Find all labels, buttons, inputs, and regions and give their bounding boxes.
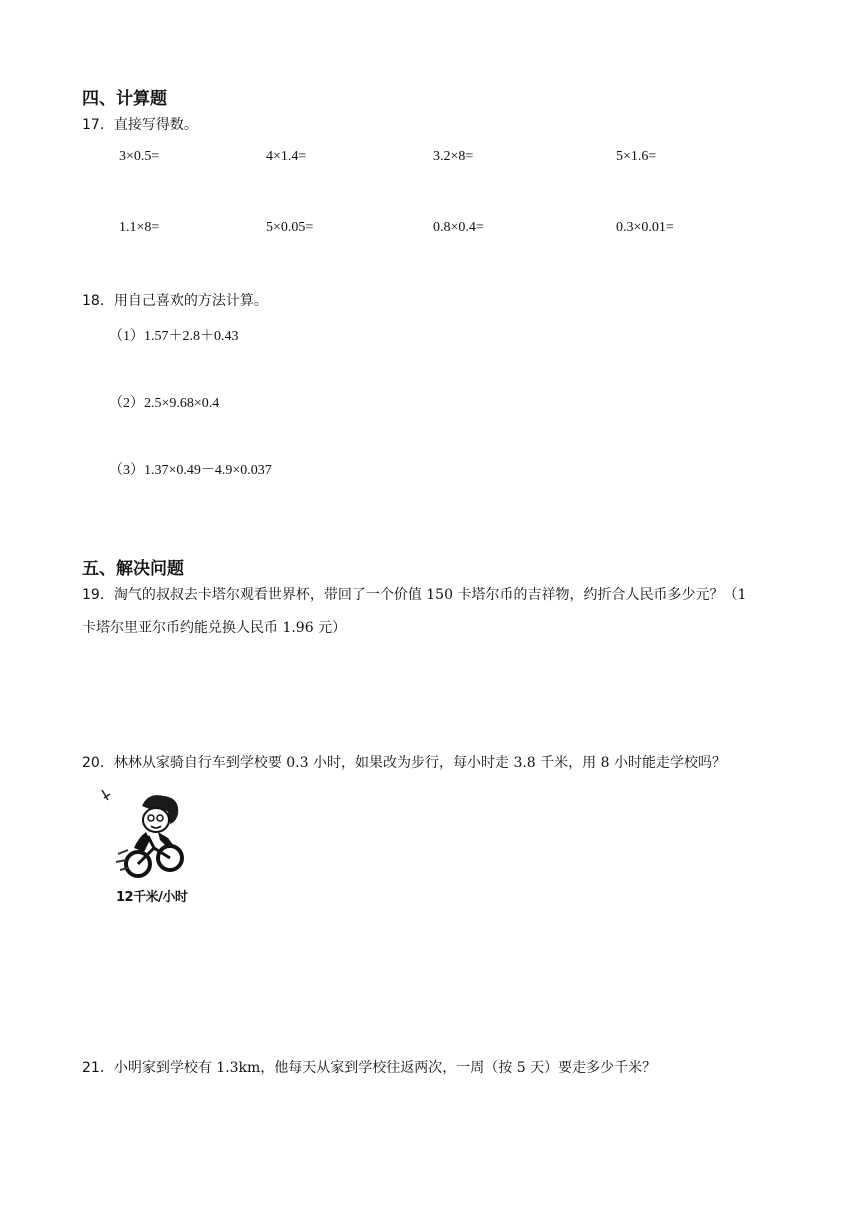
question-17 [82, 114, 198, 134]
cyclist-icon [98, 788, 198, 888]
question-19-line2: 卡塔尔里亚尔币约能兑换人民币 1.96 元） [82, 620, 347, 636]
calc-item-3: （3）1.37×0.49－4.9×0.037 [109, 463, 272, 478]
oral-calc-item: 4×1.4= [266, 149, 307, 164]
speed-caption: 12千米/小时 [116, 890, 188, 905]
oral-calc-item: 3×0.5= [119, 149, 160, 164]
question-prompt: 直接写得数。 [113, 117, 198, 133]
question-19 [82, 584, 746, 604]
oral-calc-item: 5×0.05= [266, 220, 314, 235]
oral-calc-item: 0.3×0.01= [616, 220, 674, 235]
section-title-problem-solving: 五、解决问题 [82, 559, 184, 579]
oral-calc-item: 3.2×8= [433, 149, 474, 164]
question-21 [82, 1057, 656, 1077]
question-text: 小明家到学校有 1.3km，他每天从家到学校往返两次，一周（按 5 天）要走多少千米？ [113, 1060, 657, 1076]
question-text-line1: 淘气的叔叔去卡塔尔观看世界杯，带回了一个价值 150 卡塔尔币的吉祥物，约折合人民币多少元？（1 [113, 587, 747, 603]
question-number: 21． [82, 1060, 114, 1076]
question-number: 17． [82, 117, 114, 133]
oral-calc-item: 5×1.6= [616, 149, 657, 164]
question-number: 20． [82, 755, 114, 771]
question-prompt: 用自己喜欢的方法计算。 [113, 293, 268, 309]
calc-item-1: （1）1.57＋2.8＋0.43 [109, 329, 239, 344]
question-20 [82, 752, 726, 772]
question-number: 18． [82, 293, 114, 309]
cyclist-illustration [98, 788, 198, 908]
calc-item-2: （2）2.5×9.68×0.4 [109, 396, 220, 411]
question-text: 林林从家骑自行车到学校要 0.3 小时，如果改为步行，每小时走 3.8 千米，用 8 小时能走学校吗？ [113, 755, 726, 771]
oral-calc-item: 1.1×8= [119, 220, 160, 235]
question-number: 19． [82, 587, 114, 603]
question-18 [82, 290, 268, 310]
section-title-calculation: 四、计算题 [82, 89, 167, 109]
oral-calc-item: 0.8×0.4= [433, 220, 484, 235]
